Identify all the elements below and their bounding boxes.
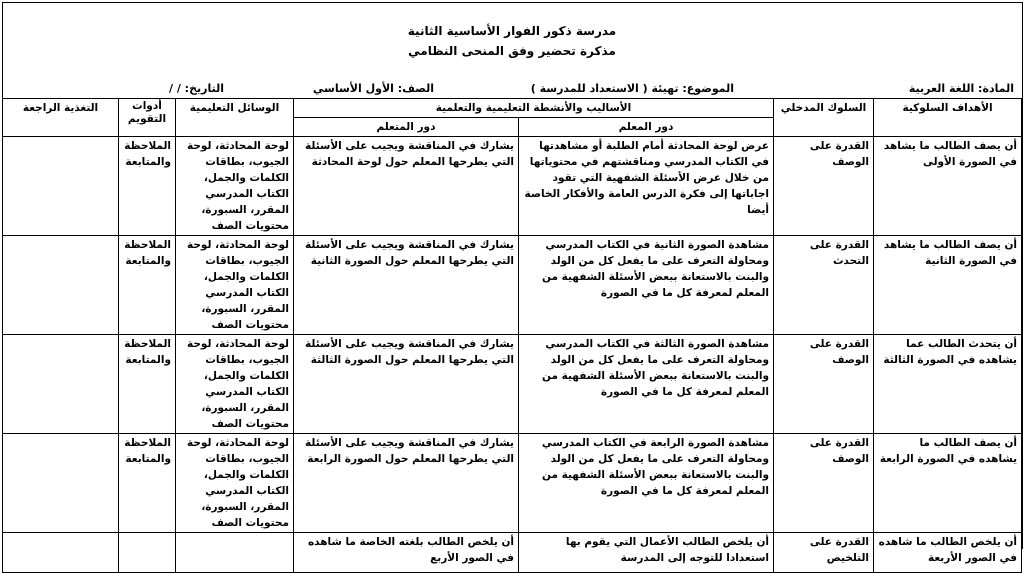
- grade-label: الصف: الأول الأساسي: [312, 82, 434, 95]
- cell-teacher: مشاهدة الصورة الثانية في الكتاب المدرسي ومحاولة التعرف على ما يفعل كل من الولد والبنت بالاستعانة ببعض الأسئلة الشفهية من المعلم لمعرفة كل ما في الصورة: [519, 236, 774, 335]
- cell-feedback: [3, 533, 119, 573]
- cell-objective: أن يصف الطالب ما يشاهد في الصورة الثانية: [874, 236, 1022, 335]
- subject-label: المادة: اللغة العربية: [908, 82, 1014, 95]
- topic-label: الموضوع: تهيئة ( الاستعداد للمدرسة ): [530, 82, 734, 95]
- cell-aids: لوحة المحادثة، لوحة الجيوب، بطاقات الكلمات والجمل، الكتاب المدرسي المقرر، السبورة، محتويات الصف: [176, 335, 294, 434]
- cell-entry: القدرة على التلخيص: [774, 533, 874, 573]
- col-methods: الأساليب والأنشطة التعليمية والتعلمية: [294, 99, 774, 118]
- lesson-plan-table: [2, 98, 1022, 573]
- col-teacher-role: دور المعلم: [519, 118, 774, 137]
- cell-learner: يشارك في المناقشة ويجيب على الأسئلة التي يطرحها المعلم حول الصورة الثانية: [294, 236, 519, 335]
- table-header-row: [3, 99, 1022, 118]
- cell-evaluation: الملاحظة والمتابعة: [119, 137, 176, 236]
- cell-evaluation: الملاحظة والمتابعة: [119, 236, 176, 335]
- cell-objective: أن يلخص الطالب ما شاهده في الصور الأربعة: [874, 533, 1022, 573]
- cell-feedback: [3, 137, 119, 236]
- table-row: [3, 533, 1022, 573]
- cell-learner: يشارك في المناقشة ويجيب على الأسئلة التي يطرحها المعلم حول الصورة الثالثة: [294, 335, 519, 434]
- date-label: التاريخ: / /: [168, 82, 224, 95]
- table-row: [3, 236, 1022, 335]
- cell-entry: القدرة على الوصف: [774, 335, 874, 434]
- school-name: مدرسة ذكور الفوار الأساسية الثانية: [407, 24, 617, 38]
- col-aids: الوسائل التعليمية: [176, 99, 294, 137]
- cell-aids: لوحة المحادثة، لوحة الجيوب، بطاقات الكلمات والجمل، الكتاب المدرسي المقرر، السبورة، محتويات الصف: [176, 434, 294, 533]
- cell-evaluation: الملاحظة والمتابعة: [119, 335, 176, 434]
- cell-evaluation: [119, 533, 176, 573]
- col-entry-behavior: السلوك المدخلي: [774, 99, 874, 137]
- cell-entry: القدرة على التحدث: [774, 236, 874, 335]
- cell-learner: أن يلخص الطالب بلغته الخاصة ما شاهده في الصور الأربع: [294, 533, 519, 573]
- cell-learner: يشارك في المناقشة ويجيب على الأسئلة التي يطرحها المعلم حول لوحة المحادثة: [294, 137, 519, 236]
- cell-feedback: [3, 236, 119, 335]
- cell-teacher: مشاهدة الصورة الرابعة في الكتاب المدرسي ومحاولة التعرف على ما يفعل كل من الولد والبنت بالاستعانة ببعض الأسئلة الشفهية من المعلم لمعرفة كل ما في الصورة: [519, 434, 774, 533]
- cell-aids: لوحة المحادثة، لوحة الجيوب، بطاقات الكلمات والجمل، الكتاب المدرسي المقرر، السبورة، محتويات الصف: [176, 137, 294, 236]
- cell-feedback: [3, 335, 119, 434]
- table-row: [3, 335, 1022, 434]
- col-objectives: الأهداف السلوكية: [874, 99, 1022, 137]
- cell-teacher: مشاهدة الصورة الثالثة في الكتاب المدرسي ومحاولة التعرف على ما يفعل كل من الولد والبنت بالاستعانة ببعض الأسئلة الشفهية من المعلم لمعرفة كل ما في الصورة: [519, 335, 774, 434]
- cell-teacher: أن يلخص الطالب الأعمال التي يقوم بها استعدادا للتوجه إلى المدرسة: [519, 533, 774, 573]
- cell-feedback: [3, 434, 119, 533]
- cell-entry: القدرة على الوصف: [774, 137, 874, 236]
- cell-learner: يشارك في المناقشة ويجيب على الأسئلة التي يطرحها المعلم حول الصورة الرابعة: [294, 434, 519, 533]
- cell-objective: أن يتحدث الطالب عما يشاهده في الصورة الثالثة: [874, 335, 1022, 434]
- col-learner-role: دور المتعلم: [294, 118, 519, 137]
- cell-objective: أن يصف الطالب ما يشاهد في الصورة الأولى: [874, 137, 1022, 236]
- table-row: [3, 137, 1022, 236]
- cell-aids: [176, 533, 294, 573]
- col-evaluation: أدوات التقويم: [119, 99, 176, 137]
- cell-entry: القدرة على الوصف: [774, 434, 874, 533]
- cell-objective: أن يصف الطالب ما يشاهده في الصورة الرابعة: [874, 434, 1022, 533]
- table-row: [3, 434, 1022, 533]
- cell-aids: لوحة المحادثة، لوحة الجيوب، بطاقات الكلمات والجمل، الكتاب المدرسي المقرر، السبورة، محتويات الصف: [176, 236, 294, 335]
- cell-evaluation: الملاحظة والمتابعة: [119, 434, 176, 533]
- col-feedback: التغذية الراجعة: [3, 99, 119, 137]
- cell-teacher: عرض لوحة المحادثة أمام الطلبة أو مشاهدتها في الكتاب المدرسي ومناقشتهم في محتوياتها من خلال عرض الأسئلة الشفهية التي تقود اجاباتها إلى فكرة الدرس العامة والأفكار الخاصة أيضا: [519, 137, 774, 236]
- document-subtitle: مذكرة تحضير وفق المنحى النظامي: [408, 44, 616, 58]
